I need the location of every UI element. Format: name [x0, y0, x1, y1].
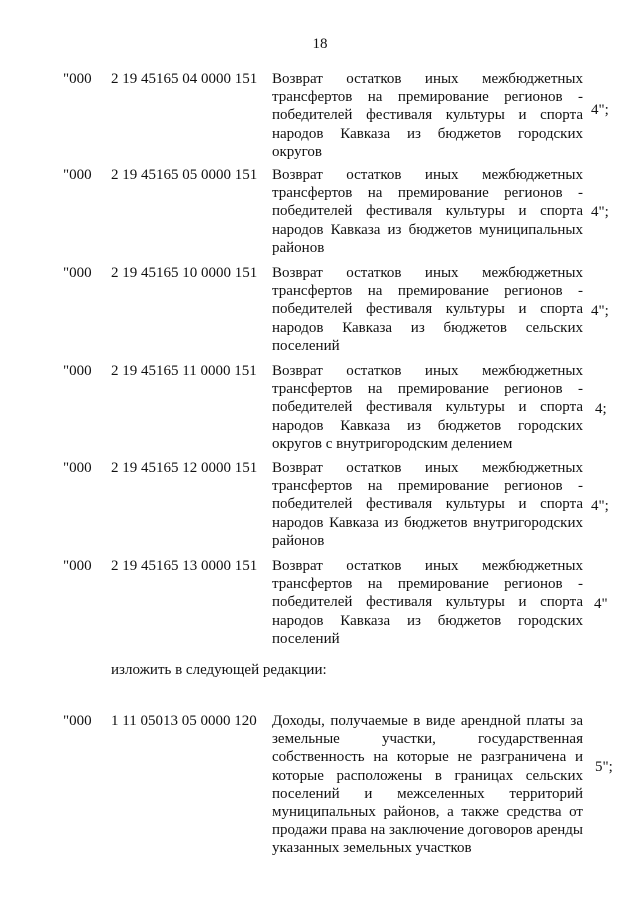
income-description: Возврат остатков иных межбюджетных трансфертов на премирование регионов - победителей фестиваля культуры и спорта народов Кавказа из бюджетов городских округов с внутригородским делением: [272, 363, 583, 452]
norm-value: 4";: [591, 498, 609, 514]
code-prefix: "000: [63, 558, 92, 574]
page-number: 18: [312, 36, 328, 52]
code-prefix: "000: [63, 71, 92, 87]
budget-code: 2 19 45165 04 0000 151: [111, 71, 258, 87]
income-description: Возврат остатков иных межбюджетных трансфертов на премирование регионов - победителей фестиваля культуры и спорта народов Кавказа из бюджетов сельских поселений: [272, 265, 583, 354]
budget-code: 2 19 45165 12 0000 151: [111, 460, 258, 476]
code-prefix: "000: [63, 167, 92, 183]
budget-code: 2 19 45165 13 0000 151: [111, 558, 258, 574]
norm-value: 5";: [595, 759, 613, 775]
code-prefix: "000: [63, 460, 92, 476]
code-prefix: "000: [63, 265, 92, 281]
income-description: Доходы, получаемые в виде арендной платы за земельные участки, государственная собственность на которые не разграничена и которые расположены в границах сельских поселений и межселенных территорий муниципальных районов, а также средства от продажи права на заключение договоров аренды указанных земельных участков: [272, 713, 583, 857]
norm-value: 4;: [595, 401, 607, 417]
code-prefix: "000: [63, 363, 92, 379]
code-prefix: "000: [63, 713, 92, 729]
budget-code: 2 19 45165 10 0000 151: [111, 265, 258, 281]
norm-value: 4";: [591, 303, 609, 319]
income-description: Возврат остатков иных межбюджетных трансфертов на премирование регионов - победителей фестиваля культуры и спорта народов Кавказа из бюджетов городских округов: [272, 71, 583, 160]
norm-value: 4": [594, 596, 608, 612]
norm-value: 4";: [591, 204, 609, 220]
budget-code: 2 19 45165 05 0000 151: [111, 167, 258, 183]
income-description: Возврат остатков иных межбюджетных трансфертов на премирование регионов - победителей фестиваля культуры и спорта народов Кавказа из бюджетов городских поселений: [272, 558, 583, 647]
norm-value: 4";: [591, 102, 609, 118]
amendment-instruction: изложить в следующей редакции:: [111, 662, 327, 678]
income-description: Возврат остатков иных межбюджетных трансфертов на премирование регионов - победителей фестиваля культуры и спорта народов Кавказа из бюджетов муниципальных районов: [272, 167, 583, 256]
budget-code: 1 11 05013 05 0000 120: [111, 713, 257, 729]
income-description: Возврат остатков иных межбюджетных трансфертов на премирование регионов - победителей фестиваля культуры и спорта народов Кавказа из бюджетов внутригородских районов: [272, 460, 583, 549]
budget-code: 2 19 45165 11 0000 151: [111, 363, 257, 379]
